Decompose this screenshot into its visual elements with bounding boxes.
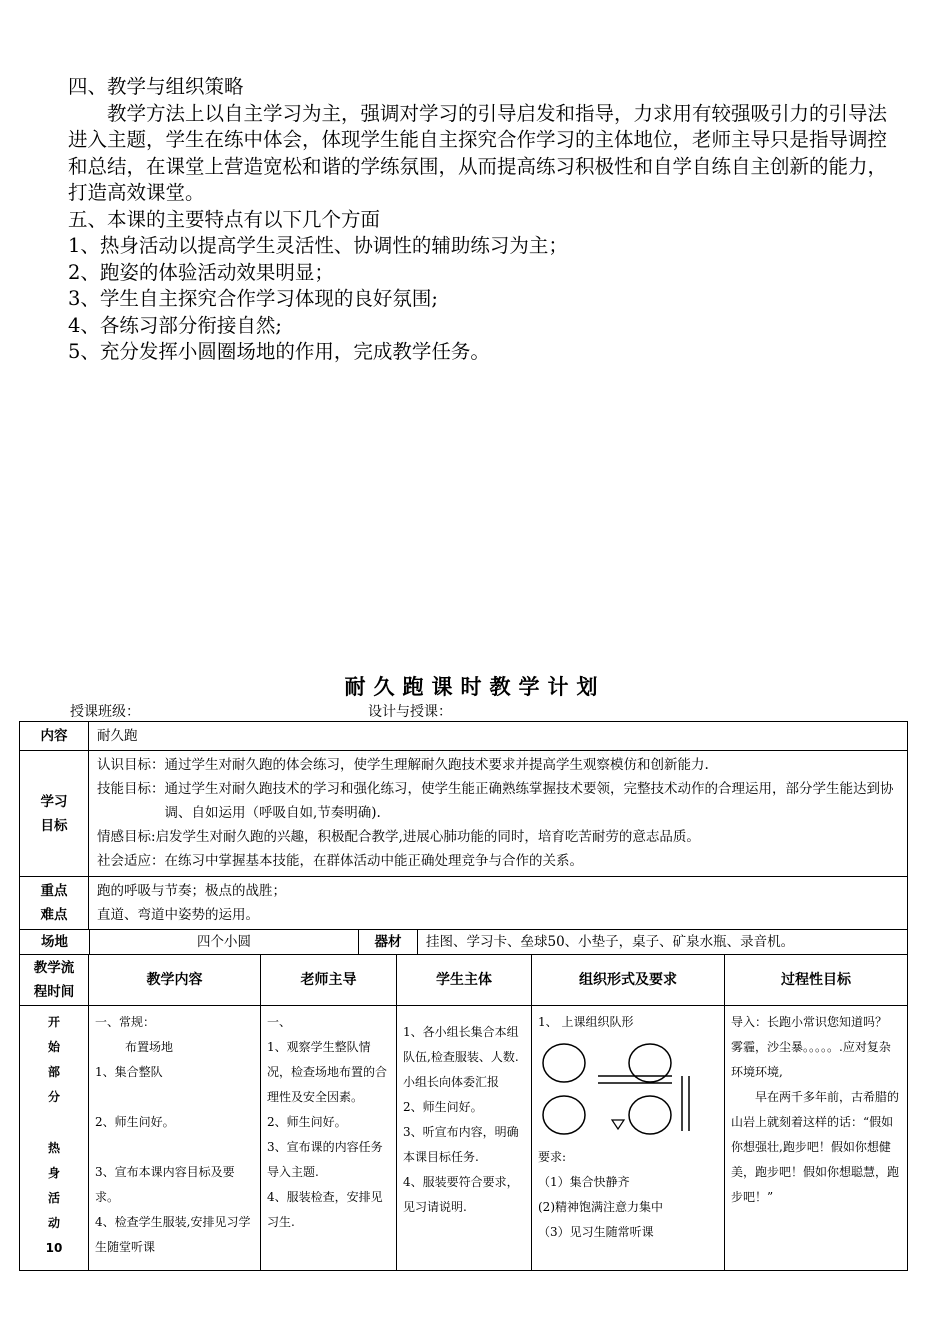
goals-label: [20, 751, 89, 877]
header-student: 学生主体: [397, 955, 532, 1006]
strategy-section: [68, 74, 888, 366]
teacher-cell: [261, 1006, 397, 1271]
feature-item: 1、热身活动以提高学生灵活性、协调性的辅助练习为主；: [68, 234, 568, 257]
content-cell: [89, 1006, 261, 1271]
requirement-item: (2)精神饱满注意力集中: [538, 1200, 663, 1214]
lesson-plan-table: [19, 721, 908, 1271]
equipment-value: 挂图、学习卡、垒球50、小垫子，桌子、矿泉水瓶、录音机。: [426, 934, 795, 950]
class-label: 授课班级：: [70, 704, 140, 720]
requirement-item: （1）集合快静齐: [538, 1175, 630, 1189]
features-heading: 五、本课的主要特点有以下几个方面: [68, 207, 381, 231]
teacher-line: 3、宣布课的内容任务导入主题.: [267, 1140, 383, 1179]
section-label: 开 始 部 分 热 身 活 动 10: [20, 1006, 89, 1271]
difficulty: 直道、弯道中姿势的运用。: [97, 907, 259, 923]
header-content: 教学内容: [89, 955, 261, 1006]
content-line: 4、检查学生服装,安排见习学生随堂听课: [95, 1215, 251, 1254]
student-cell: [397, 1006, 532, 1271]
key-difficulty-label: [20, 877, 89, 930]
student-line: 3、听宣布内容，明确本课目标任务.: [403, 1125, 519, 1164]
key-point: 跑的呼吸与节奏；极点的战胜；: [97, 883, 286, 899]
header-teacher: 老师主导: [261, 955, 397, 1006]
feature-item: 3、学生自主探究合作学习体现的良好氛围;: [68, 287, 438, 310]
teacher-triangle-icon: [612, 1120, 624, 1129]
header-process-goal: 过程性目标: [725, 955, 908, 1006]
feature-item: 2、跑姿的体验活动效果明显；: [68, 260, 334, 284]
goals-label-line: 学习: [40, 793, 68, 810]
formation-heading: 1、 上课组织队形: [538, 1015, 634, 1029]
feature-item: 4、各练习部分衔接自然;: [68, 313, 282, 337]
designer-label: 设计与授课：: [368, 704, 452, 720]
feature-item: 5、充分发挥小圆圈场地的作用，完成教学任务。: [68, 340, 490, 363]
venue-row: [20, 930, 907, 954]
teacher-line: 2、师生问好。: [267, 1115, 347, 1129]
key-label-line: 难点: [40, 907, 68, 923]
plan-title: 耐久跑课时教学计划: [344, 675, 606, 699]
teacher-line: 一、: [267, 1015, 292, 1029]
equipment-label: 器材: [359, 930, 418, 954]
strategy-paragraph: 教学方法上以自主学习为主，强调对学习的引导启发和指导，力求用有较强吸引力的引导法进入主题，学生在练中体会，体现学生能自主探究合作学习的主体地位，老师主导只是指导调控和总结，在课堂上营造宽松和谐的学练氛围，从而提高练习积极性和自学自练自主创新的能力，打造高效课堂。: [68, 101, 888, 204]
student-line: 4、服装要符合要求，见习请说明.: [403, 1175, 519, 1214]
venue-value: 四个小圆: [90, 930, 359, 954]
requirement-item: （3）见习生随常听课: [538, 1225, 654, 1239]
content-value: 耐久跑: [89, 722, 908, 751]
goal-emotion: 情感目标: 启发学生对耐久跑的兴趣，积极配合教学,进展心肺功能的同时，培育吃苦耐劳的意志品质。: [97, 829, 700, 845]
goal-cognitive: 认识目标： 通过学生对耐久跑的体会练习，使学生理解耐久跑技术要求并提高学生观察模仿和创新能力.: [97, 757, 709, 773]
content-line: 3、宣布本课内容目标及要求。: [95, 1165, 235, 1204]
circle-top-left: [543, 1044, 585, 1082]
goal-social: 社会适应： 在练习中掌握基本技能，在群体活动中能正确处理竞争与合作的关系。: [97, 853, 583, 869]
strategy-heading: 四、教学与组织策略: [68, 75, 244, 98]
process-goal-cell: [725, 1006, 908, 1271]
circle-bottom-right: [629, 1096, 671, 1134]
content-line: 布置场地: [125, 1040, 174, 1054]
teacher-line: 1、观察学生整队情况，检查场地布置的合理性及安全因素。: [267, 1040, 388, 1104]
content-line: 1、集合整队: [95, 1065, 163, 1079]
student-line: 1、各小组长集合本组队伍,检查服装、人数.小组长向体委汇报: [403, 1025, 519, 1089]
process-line: 导入：长跑小常识您知道吗？: [731, 1015, 888, 1029]
process-line: 雾霾，沙尘暴。。。。。.应对复杂环境环境,: [731, 1040, 891, 1079]
student-line: 2、师生问好。: [403, 1100, 483, 1114]
header-flow-time: 教学流 程时间: [20, 955, 89, 1006]
content-line: 2、师生问好。: [95, 1115, 175, 1129]
teacher-line: 4、服装检查，安排见习生.: [267, 1190, 383, 1229]
content-label: 内容: [20, 722, 89, 751]
formation-diagram: [542, 1041, 712, 1141]
goals-cell: [89, 751, 908, 877]
goals-label-line: 目标: [40, 817, 68, 834]
content-line: 一、常规：: [95, 1015, 156, 1029]
key-label-line: 重点: [40, 883, 68, 899]
circle-bottom-left: [543, 1096, 585, 1134]
organization-cell: [532, 1006, 725, 1271]
process-line: 早在两千多年前，古希腊的山岩上就刻着这样的话：“假如你想强壮,跑步吧！假如你想健美，跑步吧！假如你想聪慧，跑步吧！”: [731, 1090, 900, 1204]
header-organization: 组织形式及要求: [532, 955, 725, 1006]
requirements-label: 要求:: [538, 1150, 567, 1164]
key-difficulty-cell: [89, 877, 908, 930]
venue-label: 场地: [20, 930, 90, 954]
goal-skill: 技能目标： 通过学生对耐久跑技术的学习和强化练习，使学生能正确熟练掌握技术要领，完整技术动作的合理运用，部分学生能达到协调、自如运用（呼吸自如,节奏明确).: [97, 781, 894, 821]
